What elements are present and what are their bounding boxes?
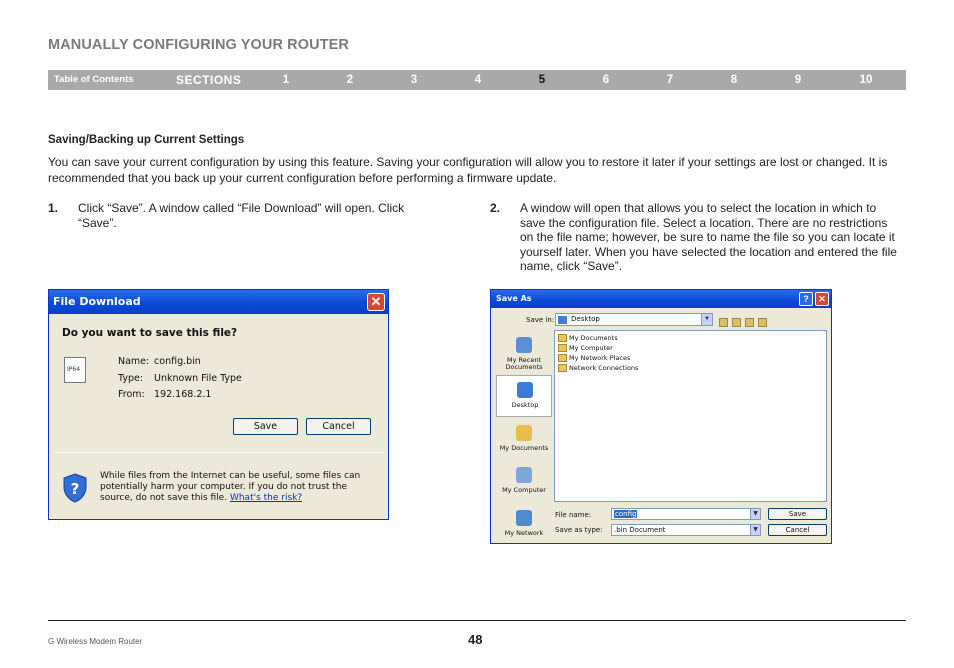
svg-text:?: ? (70, 480, 80, 498)
my-network-icon (516, 510, 532, 526)
file-name-value: config (615, 510, 637, 518)
file-download-close-icon[interactable]: ✕ (367, 293, 385, 311)
views-menu-icon[interactable] (758, 318, 767, 327)
nav-section-1[interactable]: 1 (282, 74, 290, 86)
nav-section-4[interactable]: 4 (474, 74, 482, 86)
save-as-dialog (490, 289, 832, 544)
chevron-down-icon: ▼ (750, 525, 760, 535)
intro-paragraph: You can save your current configuration by using this feature. Saving your configuration will allow you to restore it later if your settings are lost or changed. It is recommended that you back up your current configuration before performing a firmware update. (48, 155, 888, 185)
save-as-close-icon[interactable]: ✕ (815, 292, 829, 306)
list-item[interactable]: My Computer (558, 344, 613, 352)
nav-section-3[interactable]: 3 (410, 74, 418, 86)
save-as-type-label: Save as type: (555, 526, 603, 534)
nav-section-8[interactable]: 8 (730, 74, 738, 86)
nav-table-of-contents[interactable]: Table of Contents (54, 74, 134, 85)
footer-divider (48, 620, 906, 621)
place-my-recent-documents[interactable] (496, 331, 552, 373)
save-as-title: Save As (496, 294, 532, 303)
nav-section-6[interactable]: 6 (602, 74, 610, 86)
save-in-value: Desktop (571, 315, 600, 323)
place-desktop[interactable] (496, 375, 552, 417)
nav-section-5[interactable]: 5 (538, 74, 546, 86)
save-in-label: Save in: (526, 316, 555, 324)
place-label: My Documents (499, 444, 549, 452)
file-type-label: Type: (118, 373, 144, 384)
my-documents-icon (516, 425, 532, 441)
file-download-title: File Download (53, 295, 141, 308)
place-label: My Computer (502, 486, 546, 494)
list-item[interactable]: My Documents (558, 334, 618, 342)
place-label: Desktop (511, 401, 539, 409)
file-list[interactable] (554, 330, 827, 502)
page-title: MANUALLY CONFIGURING YOUR ROUTER (48, 37, 350, 53)
help-icon[interactable]: ? (799, 292, 813, 306)
file-type-value: Unknown File Type (154, 373, 242, 384)
chevron-down-icon: ▼ (701, 314, 712, 325)
nav-section-9[interactable]: 9 (794, 74, 802, 86)
place-my-computer[interactable] (496, 461, 552, 503)
file-download-cancel-button[interactable]: Cancel (306, 418, 371, 435)
step-1-text: Click “Save”. A window called “File Download” will open. Click “Save”. (78, 201, 405, 230)
file-icon-text: IP64 (67, 366, 81, 373)
footer-product-name: G Wireless Modem Router (48, 637, 143, 646)
nav-section-7[interactable]: 7 (666, 74, 674, 86)
step-2-text: A window will open that allows you to select the location in which to save the configuration file. Select a location. There are no restrictions on the file name; however, be sure to name the file so you can locate it yourself later. When you have selected the location and entered the file name, click “Save”. (520, 201, 897, 273)
file-name-row (118, 356, 201, 367)
back-icon[interactable] (719, 318, 728, 327)
file-name-label: Name: (118, 356, 150, 367)
file-download-warning (100, 471, 382, 504)
step-2-number: 2. (490, 201, 501, 215)
place-label: My Network (504, 529, 544, 537)
nav-section-10[interactable]: 10 (859, 74, 873, 86)
save-in-dropdown[interactable] (555, 313, 713, 326)
file-from-row (118, 389, 211, 400)
chevron-down-icon: ▼ (750, 509, 760, 519)
file-from-label: From: (118, 389, 145, 400)
place-my-documents[interactable] (496, 419, 552, 461)
nav-section-2[interactable]: 2 (346, 74, 354, 86)
save-as-cancel-button[interactable]: Cancel (768, 524, 827, 536)
file-download-divider (55, 452, 383, 453)
desktop-icon (558, 316, 567, 324)
save-as-type-dropdown[interactable] (611, 524, 761, 536)
file-download-question: Do you want to save this file? (62, 327, 238, 339)
desktop-place-icon (517, 382, 533, 398)
step-1-number: 1. (48, 201, 59, 215)
page-number: 48 (468, 632, 483, 647)
nav-sections-label: SECTIONS (176, 73, 242, 87)
list-item[interactable]: Network Connections (558, 364, 638, 372)
list-item[interactable]: My Network Places (558, 354, 630, 362)
save-as-titlebar (491, 290, 831, 308)
save-as-save-button[interactable]: Save (768, 508, 827, 520)
file-name-label: File name: (555, 511, 592, 519)
recent-documents-icon (516, 337, 532, 353)
file-download-dialog (48, 289, 389, 520)
places-bar (496, 331, 552, 540)
file-name-value: config.bin (154, 356, 201, 367)
security-shield-icon (62, 473, 88, 503)
whats-the-risk-link[interactable]: What's the risk? (229, 493, 303, 503)
section-nav-bar (48, 70, 906, 90)
file-download-titlebar (49, 290, 388, 314)
file-icon (64, 357, 86, 383)
file-download-warning-text: While files from the Internet can be useful, some files can potentially harm your computer. If you do not trust the source, do not save this file. (100, 471, 361, 503)
new-folder-icon[interactable] (745, 318, 754, 327)
place-label: My Recent Documents (505, 356, 543, 371)
file-type-row (118, 373, 242, 384)
save-as-type-value: .bin Document (614, 526, 666, 534)
up-folder-icon[interactable] (732, 318, 741, 327)
save-as-toolbar (719, 314, 779, 326)
place-my-network[interactable] (496, 504, 552, 546)
section-heading: Saving/Backing up Current Settings (48, 134, 245, 146)
file-download-save-button[interactable]: Save (233, 418, 298, 435)
file-name-input[interactable] (611, 508, 761, 520)
my-computer-icon (516, 467, 532, 483)
file-from-value: 192.168.2.1 (154, 389, 212, 400)
